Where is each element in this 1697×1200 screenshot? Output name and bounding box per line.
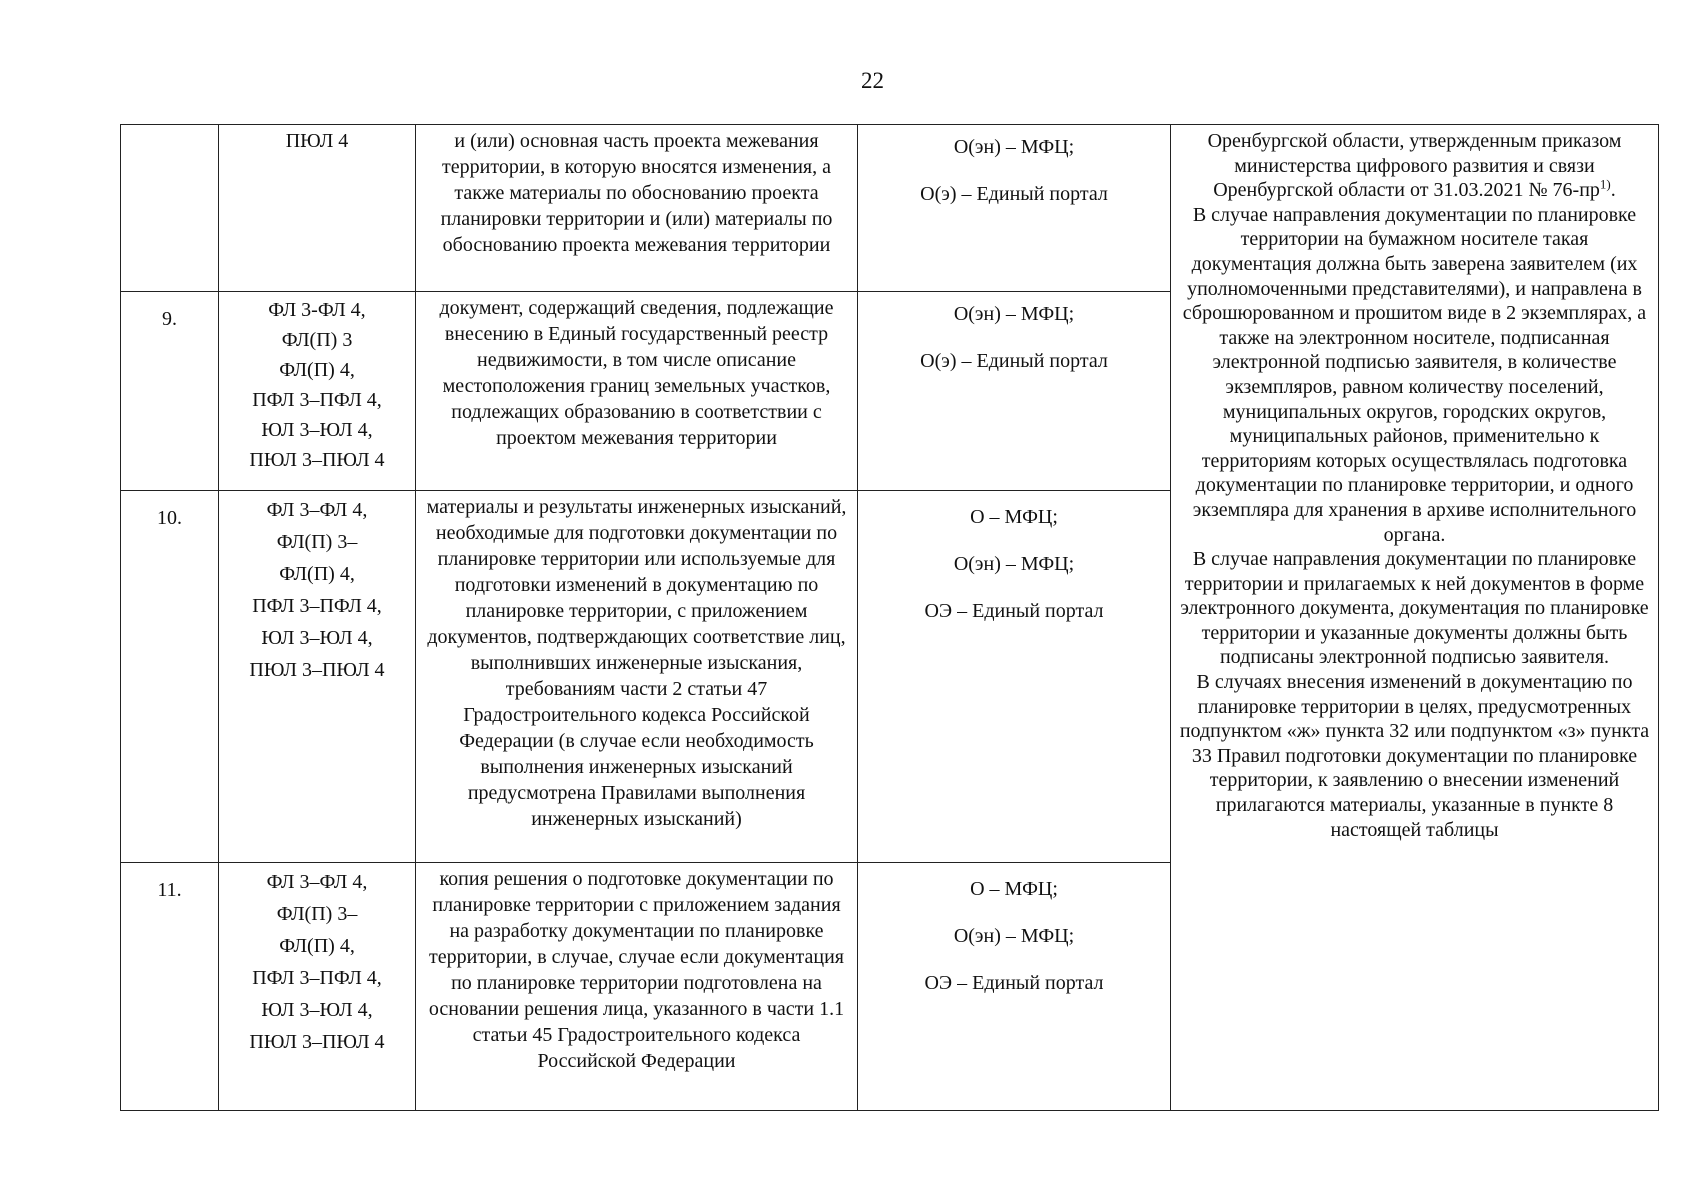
note-paragraph: Оренбургской области, утвержденным приказом министерства цифрового развития и связи Оренбургской области от 31.03.2021 № $76-пр^{1)}$. <box>1207 130 1622 202</box>
applicant-category: ФЛ(П) 3 <box>281 329 353 351</box>
applicant-category: ПЮЛ 4 <box>285 130 349 152</box>
applicant-category-cell <box>219 125 416 292</box>
applicant-category-cell <box>219 863 416 1111</box>
table-row <box>121 125 1659 292</box>
applicant-category: ФЛ 3–ФЛ 4, <box>266 871 368 893</box>
note-paragraph: В случае направления документации по планировке территории на бумажном носителе такая документация должна быть заверена заявителем (их уполномоченными представителями), и направлена в сброшюрованном и прошитом виде в 2 экземплярах, а также на электронном носителе, подписанная электронной подписью заявителя, в количестве экземпляров, равном количеству поселений, муниципальных округов, городских округов, муниципальных районов, применительно к территориям которых осуществлялась подготовка документации по планировке территории, и одного экземпляра для хранения в архиве исполнительного органа. <box>1182 203 1647 546</box>
applicant-category: ПЮЛ 3–ПЮЛ 4 <box>249 1031 385 1053</box>
row-number: 11. <box>121 863 219 1111</box>
document-description: материалы и результаты инженерных изысканий, необходимые для подготовки документации по планировке территории или используемые для подготовки изменений в документацию по планировке территории, с приложением документов, подтверждающих соответствие лиц, выполнивших инженерные изыскания, требованиям части 2 статьи 47 Градостроительного кодекса Российской Федерации (в случае если необходимость выполнения инженерных изысканий предусмотрена Правилами выполнения инженерных изысканий) <box>416 491 858 863</box>
applicant-category: ФЛ(П) 4, <box>279 359 355 381</box>
submission-mode: О(эн) – МФЦ; <box>953 553 1075 575</box>
document-description: документ, содержащий сведения, подлежащие внесению в Единый государственный реестр недвижимости, в том числе описание местоположения границ земельных участков, подлежащих образованию в соответствии с проектом межевания территории <box>416 292 858 491</box>
document-description: и (или) основная часть проекта межевания территории, в которую вносятся изменения, а также материалы по обоснованию проекта планировки территории и (или) материалы по обоснованию проекта межевания территории <box>416 125 858 292</box>
submission-mode: О(эн) – МФЦ; <box>953 925 1075 947</box>
applicant-category-cell <box>219 491 416 863</box>
applicant-category: ЮЛ 3–ЮЛ 4, <box>261 419 373 441</box>
applicant-category-cell <box>219 292 416 491</box>
footnote-marker: 1) <box>1599 176 1611 192</box>
submission-mode-cell <box>858 491 1171 863</box>
applicant-category: ПФЛ 3–ПФЛ 4, <box>252 967 382 989</box>
applicant-category: ПФЛ 3–ПФЛ 4, <box>252 389 382 411</box>
row-number: 10. <box>121 491 219 863</box>
applicant-category: ПЮЛ 3–ПЮЛ 4 <box>249 449 385 471</box>
note-paragraph: В случаях внесения изменений в документацию по планировке территории в целях, предусмотренных подпунктом «ж» пункта 32 или подпунктом «з» пункта 33 Правил подготовки документации по планировке территории, к заявлению о внесении изменений прилагаются материалы, указанные в пункте 8 настоящей таблицы <box>1179 671 1650 841</box>
submission-mode-cell <box>858 292 1171 491</box>
applicant-category: ПФЛ 3–ПФЛ 4, <box>252 595 382 617</box>
submission-mode: ОЭ – Единый портал <box>924 600 1104 622</box>
document-description: копия решения о подготовке документации по планировке территории с приложением задания на разработку документации по планировке территории, в случае, случае если документация по планировке территории подготовлена на основании решения лица, указанного в части 1.1 статьи 45 Градостроительного кодекса Российской Федерации <box>416 863 858 1111</box>
submission-mode: О(э) – Единый портал <box>920 350 1108 372</box>
note-paragraph: В случае направления документации по планировке территории и прилагаемых к ней документов в форме электронного документа, документация по планировке территории и указанные документы должны быть подписаны электронной подписью заявителя. <box>1180 548 1649 669</box>
page-number: 22 <box>861 68 884 93</box>
requirements-table <box>120 124 1659 1111</box>
submission-mode: О – МФЦ; <box>970 878 1058 900</box>
applicant-category: ПЮЛ 3–ПЮЛ 4 <box>249 659 385 681</box>
submission-mode: ОЭ – Единый портал <box>924 972 1104 994</box>
row-number: 9. <box>121 292 219 491</box>
submission-mode: О(эн) – МФЦ; <box>953 136 1075 158</box>
submission-mode: О(э) – Единый портал <box>920 183 1108 205</box>
applicant-category: ФЛ(П) 3– <box>276 903 358 925</box>
applicant-category: ФЛ 3-ФЛ 4, <box>268 299 366 321</box>
applicant-category: ФЛ(П) 4, <box>279 563 355 585</box>
applicant-category: ФЛ 3–ФЛ 4, <box>266 499 368 521</box>
applicant-category: ЮЛ 3–ЮЛ 4, <box>261 627 373 649</box>
applicant-category: ФЛ(П) 4, <box>279 935 355 957</box>
submission-mode-cell <box>858 863 1171 1111</box>
submission-mode-cell <box>858 125 1171 292</box>
applicant-category: ФЛ(П) 3– <box>276 531 358 553</box>
applicant-category: ЮЛ 3–ЮЛ 4, <box>261 999 373 1021</box>
row-number <box>121 125 219 292</box>
submission-mode: О – МФЦ; <box>970 506 1058 528</box>
submission-mode: О(эн) – МФЦ; <box>953 303 1075 325</box>
note-cell <box>1171 125 1659 1111</box>
